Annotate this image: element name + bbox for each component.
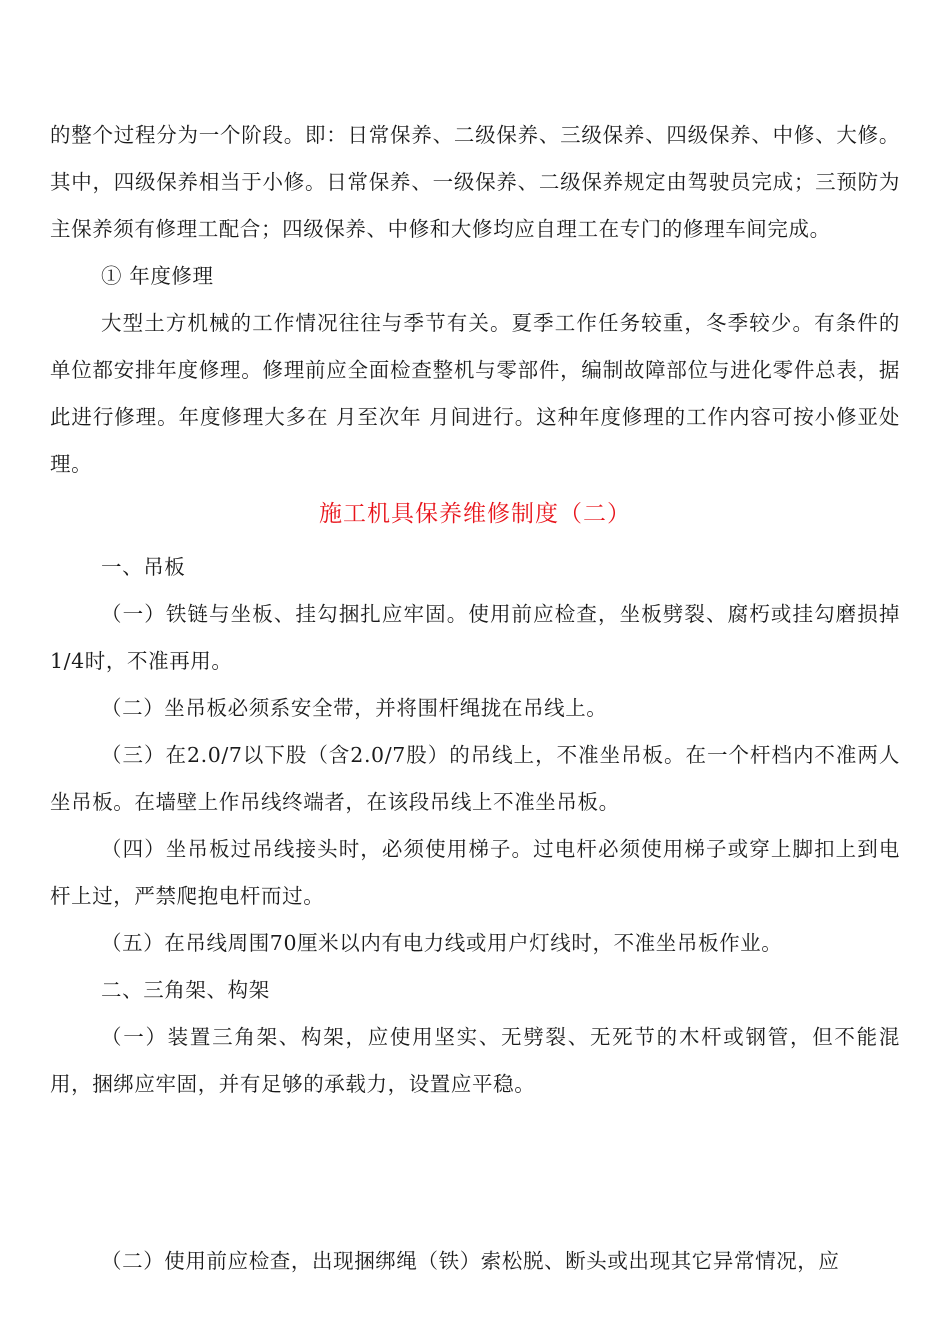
paragraph-annual-repair: 大型土方机械的工作情况往往与季节有关。夏季工作任务较重，冬季较少。有条件的单位都安排年度修理。修理前应全面检查整机与零部件，编制故障部位与进化零件总表，据此进行修理。年度修理大多在 月至次年 月间进行。这种年度修理的工作内容可按小修亚处理。 bbox=[50, 311, 900, 476]
section-one-heading: 一、吊板 bbox=[101, 555, 186, 579]
section-two-item-2: （二）使用前应检查，出现捆绑绳（铁）索松脱、断头或出现其它异常情况，应 bbox=[101, 1249, 840, 1273]
subheading-annual-repair: ① 年度修理 bbox=[101, 264, 214, 288]
section-one-item-4: （四）坐吊板过吊线接头时，必须使用梯子。过电杆必须使用梯子或穿上脚扣上到电杆上过，严禁爬抱电杆而过。 bbox=[50, 837, 900, 908]
section-one-item-1: （一）铁链与坐板、挂勾捆扎应牢固。使用前应检查，坐板劈裂、腐朽或挂勾磨损掉1/4时，不准再用。 bbox=[50, 602, 900, 673]
section-two-heading: 二、三角架、构架 bbox=[101, 978, 270, 1002]
section-two-item-1: （一）装置三角架、构架，应使用坚实、无劈裂、无死节的木杆或钢管，但不能混用，捆绑应牢固，并有足够的承载力，设置应平稳。 bbox=[50, 1025, 900, 1096]
section-one-item-5: （五）在吊线周围70厘米以内有电力线或用户灯线时，不准坐吊板作业。 bbox=[101, 931, 783, 955]
section-one-item-2: （二）坐吊板必须系安全带，并将围杆绳拢在吊线上。 bbox=[101, 696, 608, 720]
document-page bbox=[50, 112, 900, 1285]
paragraph-maintenance-stages: 的整个过程分为一个阶段。即：日常保养、二级保养、三级保养、四级保养、中修、大修。其中，四级保养相当于小修。日常保养、一级保养、二级保养规定由驾驶员完成；三预防为主保养须有修理工配合；四级保养、中修和大修均应自理工在专门的修理车间完成。 bbox=[50, 123, 900, 241]
section-one-item-3: （三）在2.0/7以下股（含2.0/7股）的吊线上，不准坐吊板。在一个杆档内不准两人坐吊板。在墙壁上作吊线终端者，在该段吊线上不准坐吊板。 bbox=[50, 743, 900, 814]
page-break-gap bbox=[50, 1108, 900, 1238]
section-title: 施工机具保养维修制度（二） bbox=[319, 501, 631, 527]
